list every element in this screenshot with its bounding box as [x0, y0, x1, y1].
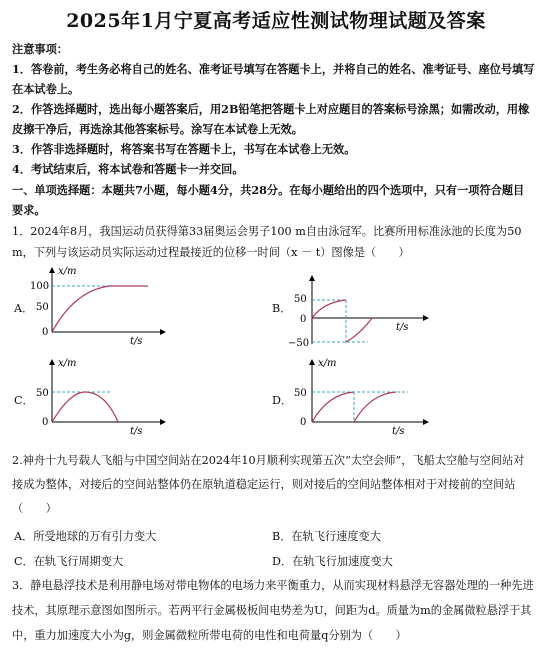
question-3-text: 技术，其原理示意图如图所示。若两平行金属极板间电势差为U，间距为d。质量为m的金属微粒悬浮于其	[12, 604, 532, 617]
notice-heading: 注意事项：	[12, 42, 68, 56]
option-c-label: C．	[14, 394, 34, 407]
question-2-text: 接成为整体，对接后的空间站整体仍在原轨道稳定运行，则对接后的空间站整体相对于对接前的空间站	[12, 478, 516, 491]
y-axis-label: x/m	[58, 358, 77, 369]
section-heading: 一、单项选择题：本题共7小题，每小题4分，共28分。在每小题给出的四个选项中，只有一项符合题目	[12, 183, 525, 197]
x-axis-label: t/s	[130, 336, 143, 347]
question-3-text: 中，重力加速度大小为g，则金属微粒所带电荷的电性和电荷量q分别为（ ）	[12, 629, 407, 642]
notice-line: 皮擦干净后，再选涂其他答案标号。涂写在本试卷上无效。	[12, 122, 303, 136]
tick-label: −50	[288, 338, 310, 349]
tick-label: 0	[42, 327, 49, 338]
q2-option-c: C．在轨飞行周期变大	[14, 555, 124, 568]
option-b-label: B．	[272, 302, 292, 315]
option-a-label: A．	[14, 302, 34, 315]
question-1-text: m，下列与该运动员实际运动过程最接近的位移一时间（x － t）图像是（ ）	[12, 246, 410, 259]
notice-line: 1．答卷前，考生务必将自己的姓名、准考证号填写在答题卡上，并将自己的姓名、准考证号、座位号填写	[12, 62, 535, 76]
section-heading-cont: 要求。	[12, 203, 46, 217]
q2-option-b: B．在轨飞行速度变大	[272, 530, 381, 543]
q2-option-a: A．所受地球的万有引力变大	[14, 530, 157, 543]
notice-line: 4．考试结束后，将本试卷和答题卡一并交回。	[12, 162, 244, 176]
tick-label: 0	[300, 417, 307, 428]
option-a-graph	[30, 262, 170, 348]
notice-line: 在本试卷上。	[12, 82, 80, 96]
x-axis-label: t/s	[130, 426, 143, 436]
tick-label: 0	[300, 314, 307, 325]
x-axis-label: t/s	[392, 426, 405, 436]
tick-label: 0	[42, 417, 49, 428]
question-1-text: 1．2024年8月，我国运动员获得第33届奥运会男子100 m自由泳冠军。比赛所用标准泳池的长度为50	[12, 225, 522, 238]
option-d-label: D．	[272, 394, 293, 407]
q2-option-d: D．在轨飞行加速度变大	[272, 555, 393, 568]
notice-line: 3．作答非选择题时，将答案书写在答题卡上，书写在本试卷上无效。	[12, 142, 356, 156]
y-axis-label: x/m	[318, 358, 337, 369]
option-b-graph	[288, 274, 438, 354]
tick-label: 50	[36, 388, 49, 399]
question-3-text: 3．静电悬浮技术是利用静电场对带电物体的电场力来平衡重力，从而实现材料悬浮无容器处理的一种先进	[12, 579, 534, 592]
x-axis-label: t/s	[396, 322, 409, 333]
option-c-graph	[30, 356, 170, 436]
question-2-text: 2.神舟十九号载人飞船与中国空间站在2024年10月顺利实现第五次“太空会师”，飞船太空舱与空间站对	[12, 454, 525, 467]
tick-label: 50	[36, 302, 49, 313]
question-2-text: （ ）	[12, 502, 57, 515]
tick-label: 100	[30, 281, 50, 292]
option-d-graph	[288, 356, 438, 436]
y-axis-label: x/m	[58, 266, 77, 277]
tick-label: 50	[294, 294, 307, 305]
notice-line: 2．作答选择题时，选出每小题答案后，用2B铅笔把答题卡上对应题目的答案标号涂黑；如需改动，用橡	[12, 102, 530, 116]
page-title: 2025年1月宁夏高考适应性测试物理试题及答案	[66, 10, 486, 32]
tick-label: 50	[294, 388, 307, 399]
